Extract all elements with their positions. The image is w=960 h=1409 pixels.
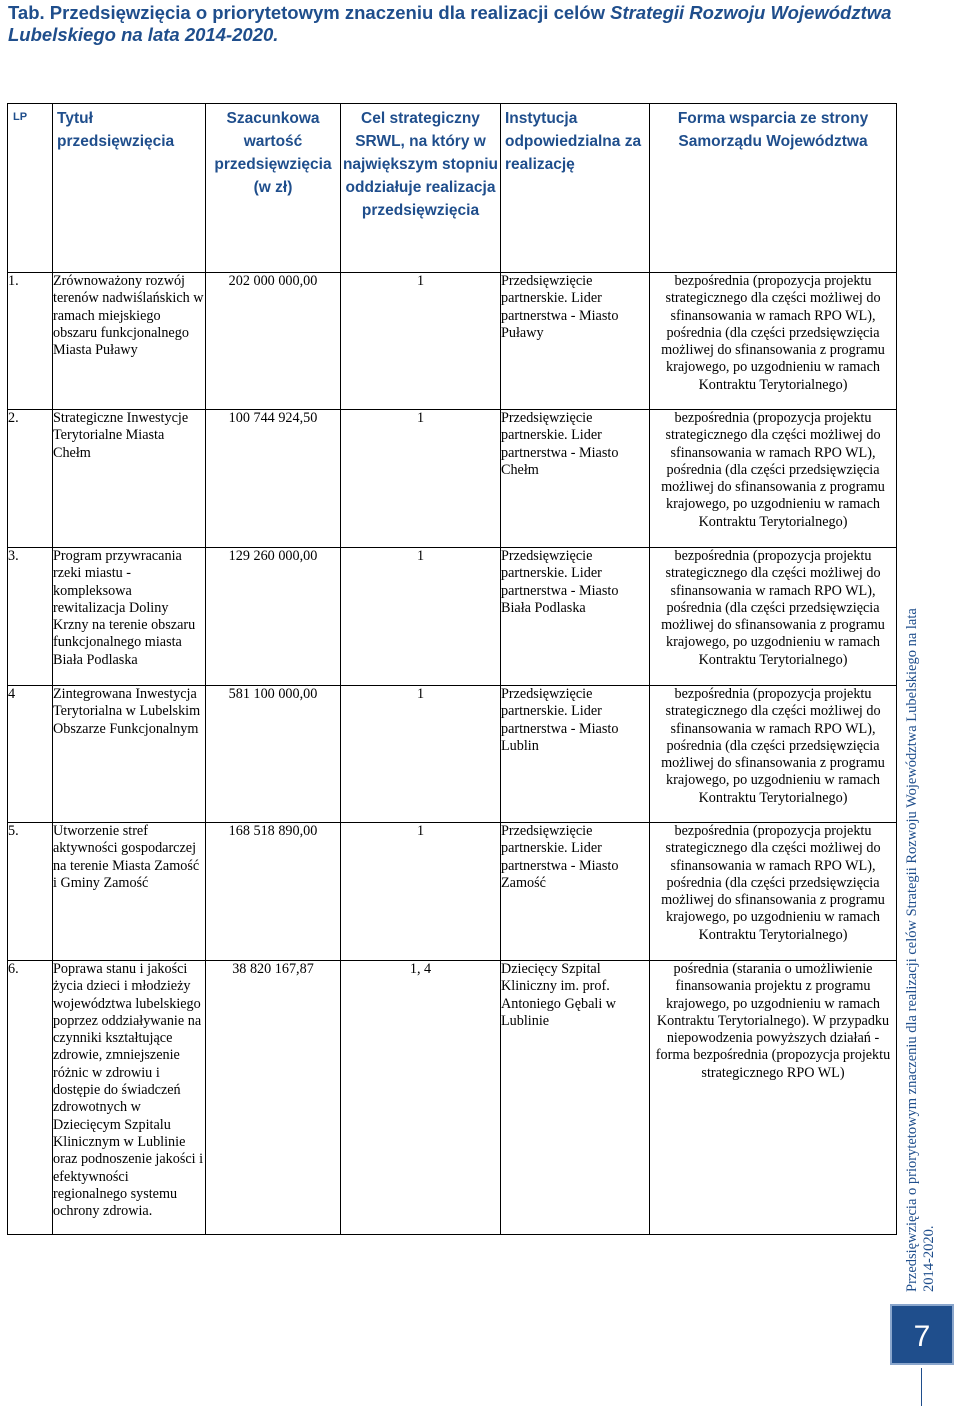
cell-cel: 1 (341, 273, 501, 410)
cell-wartosc: 100 744 924,50 (206, 410, 341, 548)
cell-lp: 5. (8, 823, 53, 961)
header-lp: LP (8, 104, 53, 273)
cell-tytul: Program przywracania rzeki miastu - kompleksowa rewitalizacja Doliny Krzny na terenie obszaru funkcjonalnego miasta Biała Podlaska (53, 548, 206, 686)
cell-tytul: Zintegrowana Inwestycja Terytorialna w Lubelskim Obszarze Funkcjonalnym (53, 686, 206, 823)
cell-cel: 1 (341, 823, 501, 961)
cell-tytul: Strategiczne Inwestycje Terytorialne Miasta Chełm (53, 410, 206, 548)
table-row (8, 548, 897, 686)
cell-cel: 1 (341, 548, 501, 686)
table-row (8, 686, 897, 823)
page-number-badge: 7 (890, 1304, 954, 1365)
cell-lp: 2. (8, 410, 53, 548)
cell-wartosc: 168 518 890,00 (206, 823, 341, 961)
cell-tytul: Utworzenie stref aktywności gospodarczej na terenie Miasta Zamość i Gminy Zamość (53, 823, 206, 961)
cell-wartosc: 581 100 000,00 (206, 686, 341, 823)
cell-lp: 1. (8, 273, 53, 410)
table-header-row (8, 104, 897, 273)
cell-tytul: Poprawa stanu i jakości życia dzieci i młodzieży województwa lubelskiego poprzez oddziaływanie na czynniki kształtujące zdrowie, zmniejszenie różnic w zdrowiu i dostępie do świadczeń zdrowotnych w Dziecięcym Szpitalu Klinicznym w Lublinie oraz podnoszenie jakości i efektywności regionalnego systemu ochrony zdrowia. (53, 961, 206, 1235)
projects-table (7, 103, 897, 1235)
cell-instytucja: Przedsięwzięcie partnerskie. Lider partnerstwa - Miasto Chełm (501, 410, 650, 548)
table-row (8, 410, 897, 548)
table-row (8, 961, 897, 1235)
cell-forma: bezpośrednia (propozycja projektu strategicznego dla części możliwej do sfinansowania w ramach RPO WL), pośrednia (dla części przedsięwzięcia możliwej do sfinansowania z programu krajowego, po uzgodnieniu w ramach Kontraktu Terytorialnego) (650, 686, 897, 823)
cell-forma: bezpośrednia (propozycja projektu strategicznego dla części możliwej do sfinansowania w ramach RPO WL), pośrednia (dla części przedsięwzięcia możliwej do sfinansowania z programu krajowego, po uzgodnieniu w ramach Kontraktu Terytorialnego) (650, 410, 897, 548)
vertical-document-title: Przedsięwzięcia o priorytetowym znaczeniu dla realizacji celów Strategii Rozwoju Województwa Lubelskiego na lata 2014-2020. (904, 608, 937, 1292)
cell-forma: pośrednia (starania o umożliwienie finansowania projektu z programu krajowego, po uzgodnieniu w ramach Kontraktu Terytorialnego). W przypadku niepowodzenia powyższych działań - forma bezpośrednia (propozycja projektu strategicznego RPO WL) (650, 961, 897, 1235)
header-cel: Cel strategiczny SRWL, na który w największym stopniu oddziałuje realizacja przedsięwzięcia (341, 104, 501, 273)
cell-cel: 1 (341, 410, 501, 548)
table-title (8, 2, 908, 46)
cell-instytucja: Przedsięwzięcie partnerskie. Lider partnerstwa - Miasto Biała Podlaska (501, 548, 650, 686)
table-row (8, 273, 897, 410)
cell-forma: bezpośrednia (propozycja projektu strategicznego dla części możliwej do sfinansowania w ramach RPO WL), pośrednia (dla części przedsięwzięcia możliwej do sfinansowania z programu krajowego, po uzgodnieniu w ramach Kontraktu Terytorialnego) (650, 273, 897, 410)
cell-tytul: Zrównoważony rozwój terenów nadwiślańskich w ramach miejskiego obszaru funkcjonalnego Miasta Puławy (53, 273, 206, 410)
cell-instytucja: Przedsięwzięcie partnerskie. Lider partnerstwa - Miasto Lublin (501, 686, 650, 823)
cell-instytucja: Dziecięcy Szpital Kliniczny im. prof. Antoniego Gębali w Lublinie (501, 961, 650, 1235)
cell-forma: bezpośrednia (propozycja projektu strategicznego dla części możliwej do sfinansowania w ramach RPO WL), pośrednia (dla części przedsięwzięcia możliwej do sfinansowania z programu krajowego, po uzgodnieniu w ramach Kontraktu Terytorialnego) (650, 548, 897, 686)
table-title-main: Tab. Przedsięwzięcia o priorytetowym znaczeniu dla realizacji celów (8, 2, 611, 23)
cell-instytucja: Przedsięwzięcie partnerskie. Lider partnerstwa - Miasto Puławy (501, 273, 650, 410)
header-forma: Forma wsparcia ze strony Samorządu Województwa (650, 104, 897, 273)
header-tytul: Tytuł przedsięwzięcia (53, 104, 206, 273)
cell-forma: bezpośrednia (propozycja projektu strategicznego dla części możliwej do sfinansowania w ramach RPO WL), pośrednia (dla części przedsięwzięcia możliwej do sfinansowania z programu krajowego, po uzgodnieniu w ramach Kontraktu Terytorialnego) (650, 823, 897, 961)
cell-wartosc: 38 820 167,87 (206, 961, 341, 1235)
table-row (8, 823, 897, 961)
cell-cel: 1, 4 (341, 961, 501, 1235)
cell-instytucja: Przedsięwzięcie partnerskie. Lider partnerstwa - Miasto Zamość (501, 823, 650, 961)
header-wartosc: Szacunkowa wartość przedsięwzięcia (w zł) (206, 104, 341, 273)
cell-lp: 4 (8, 686, 53, 823)
cell-wartosc: 202 000 000,00 (206, 273, 341, 410)
table-title-strategy: Strategii Rozwoju Województwa Lubelskiego na lata 2014-2020. (8, 2, 892, 45)
header-instytucja: Instytucja odpowiedzialna za realizację (501, 104, 650, 273)
cell-lp: 6. (8, 961, 53, 1235)
cell-wartosc: 129 260 000,00 (206, 548, 341, 686)
cell-lp: 3. (8, 548, 53, 686)
page-number-line (921, 1368, 922, 1406)
cell-cel: 1 (341, 686, 501, 823)
